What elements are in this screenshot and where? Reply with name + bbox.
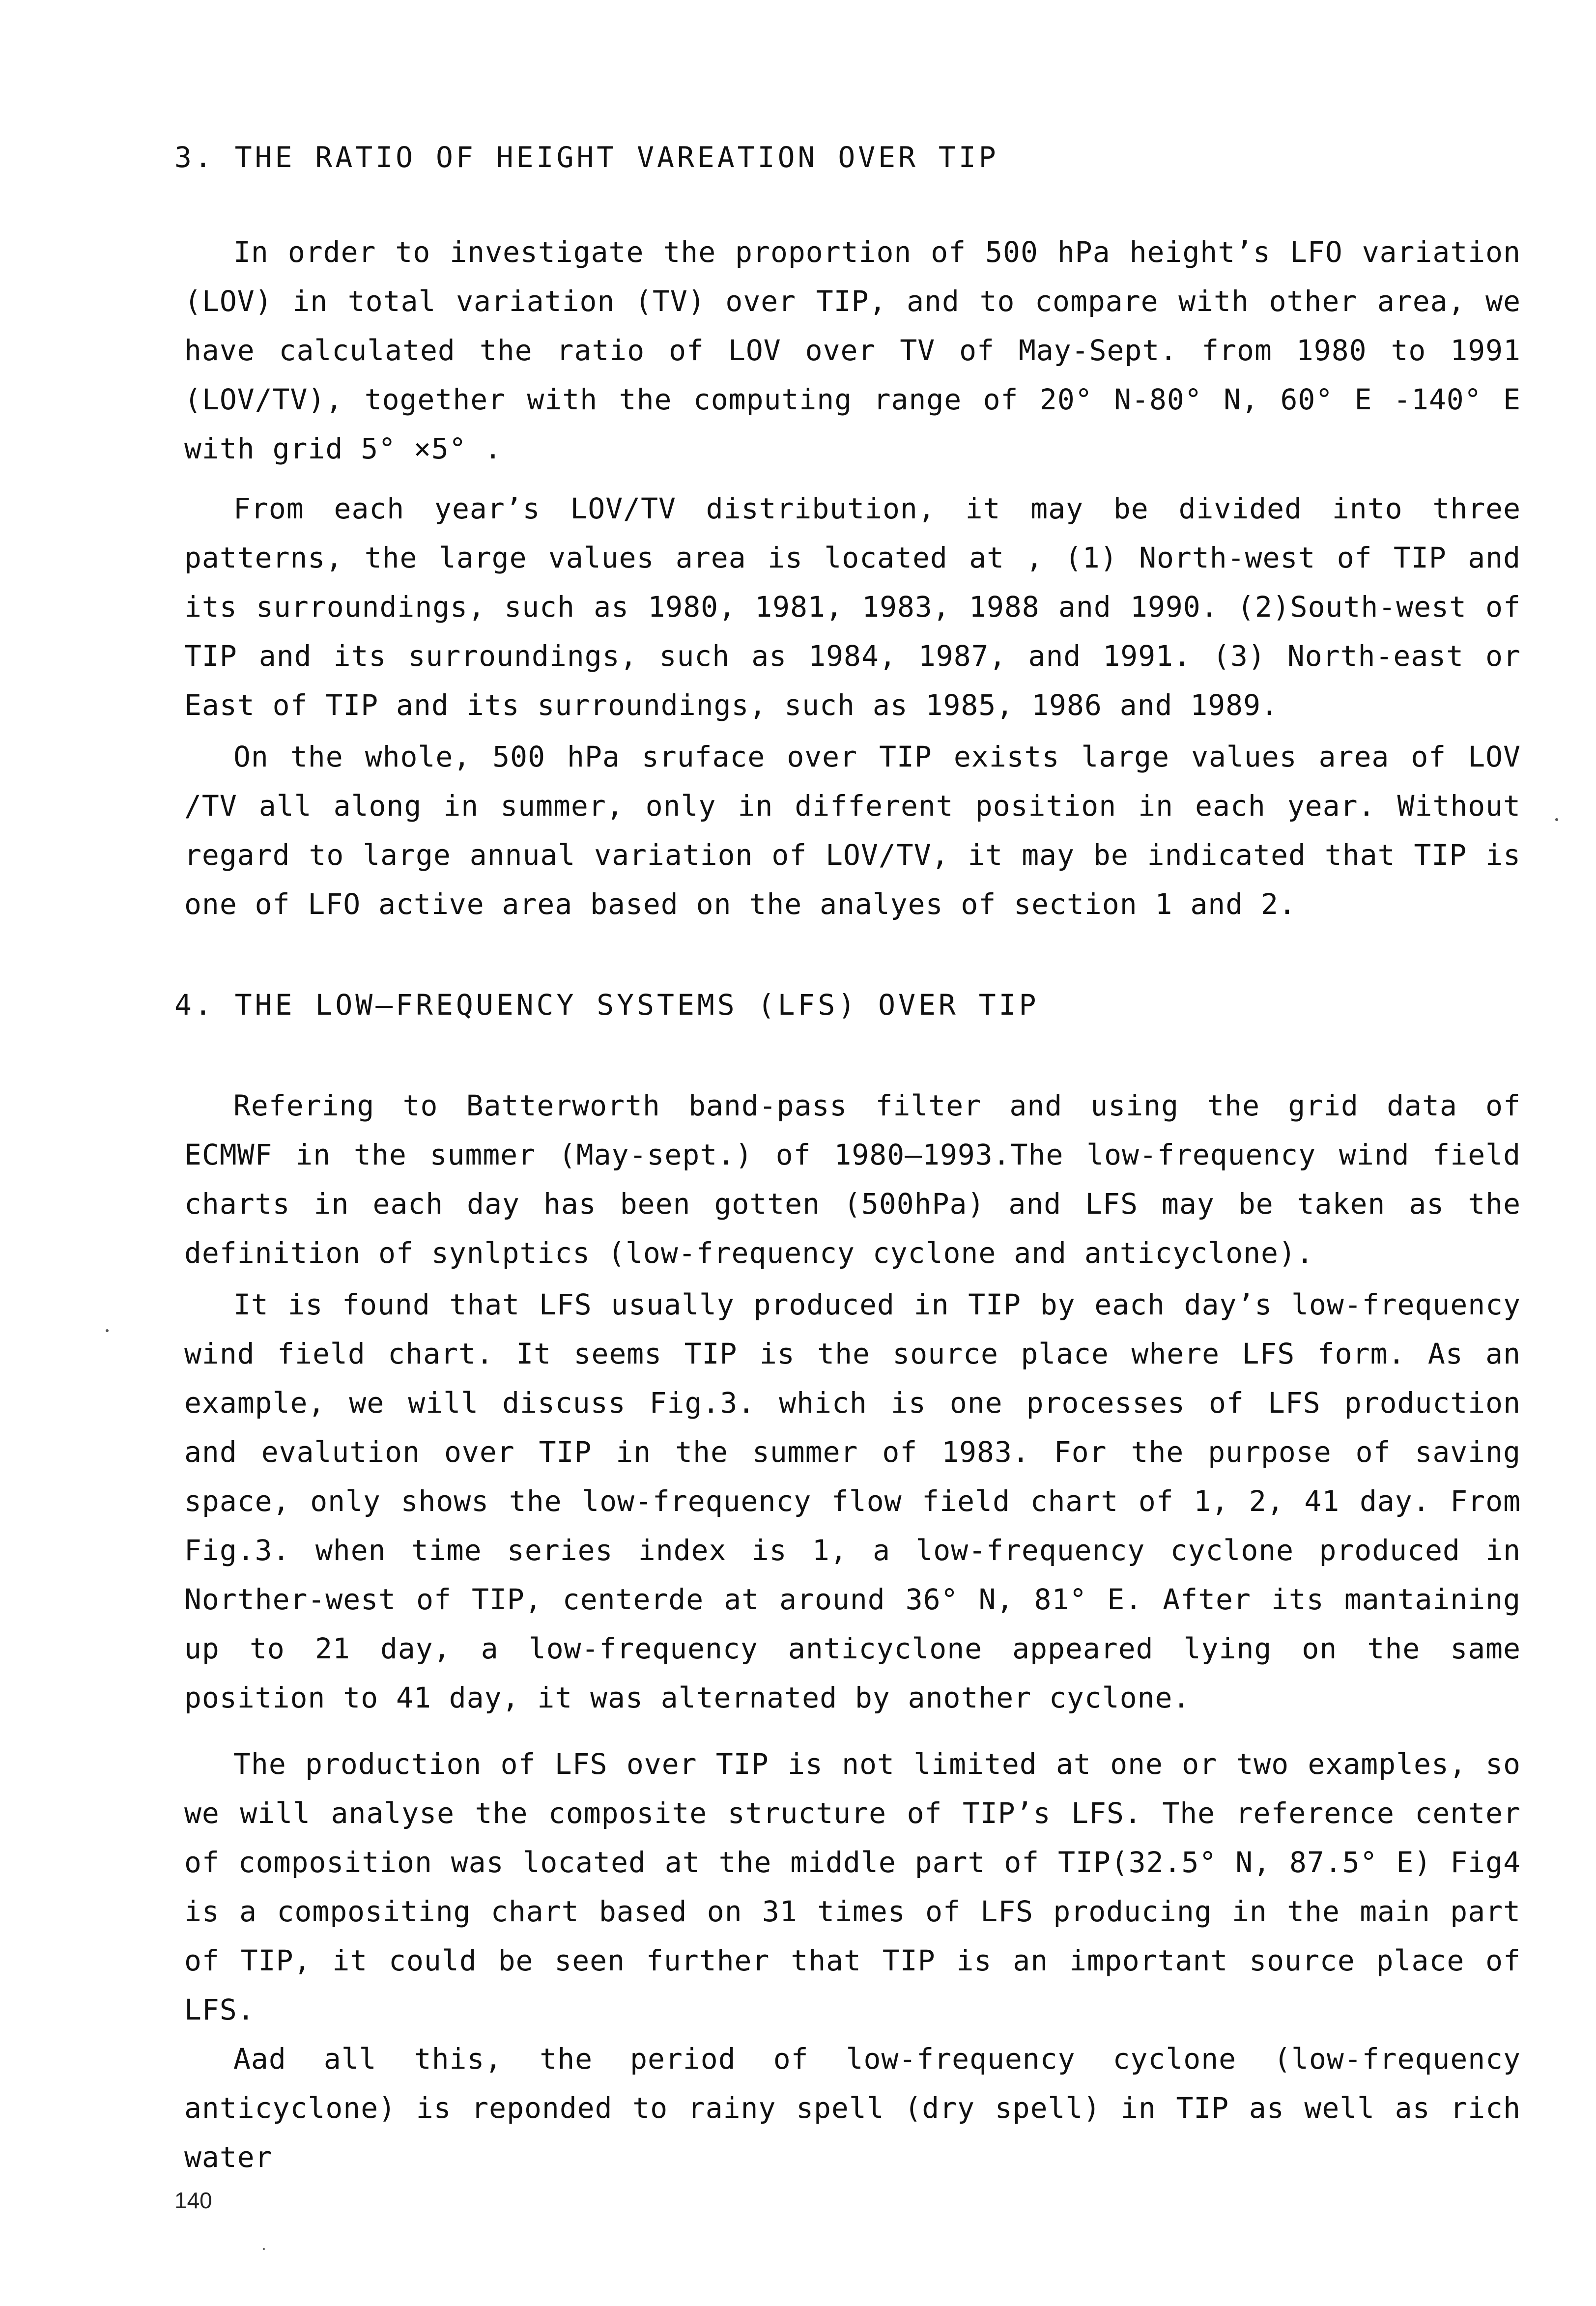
section-3-paragraph-3: On the whole, 500 hPa sruface over TIP exists large values area of LOV /TV all along in summer, only in different position in each year. Without regard to large annual variation of LOV/TV, it may be indicated that TIP is one of LFO active area based on the analyes of section 1 and 2. (184, 740, 1521, 921)
section-4-heading: 4. THE LOW—FREQUENCY SYSTEMS (LFS) OVER TIP (174, 988, 1039, 1022)
scan-speck (106, 1329, 109, 1332)
page-number: 140 (174, 2188, 212, 2213)
section-4-paragraph-3: The production of LFS over TIP is not limited at one or two examples, so we will analyse the composite structure of TIP’s LFS. The reference center of composition was located at the middle part of TIP(32.5° N, 87.5° E) Fig4 is a compositing chart based on 31 times of LFS producing in the main part of TIP, it could be seen further that TIP is an important source place of LFS. (184, 1747, 1521, 2026)
section-4-paragraph-4: Aad all this, the period of low-frequency cyclone (low-frequency anticyclone) is reponded to rainy spell (dry spell) in TIP as well as rich water (184, 2042, 1521, 2174)
section-3-paragraph-1: In order to investigate the proportion of 500 hPa height’s LFO variation (LOV) in total variation (TV) over TIP, and to compare with other area, we have calculated the ratio of LOV over TV of May-Sept. from 1980 to 1991 (LOV/TV), together with the computing range of 20° N-80° N, 60° E -140° E with grid 5° ×5° . (184, 235, 1521, 465)
section-3-heading: 3. THE RATIO OF HEIGHT VAREATION OVER TIP (174, 141, 999, 174)
scan-speck (1555, 818, 1558, 821)
section-4-paragraph-2: It is found that LFS usually produced in TIP by each day’s low-frequency wind field chart. It seems TIP is the source place where LFS form. As an example, we will discuss Fig.3. which is one processes of LFS production and evalution over TIP in the summer of 1983. For the purpose of saving space, only shows the low-frequency flow field chart of 1, 2, 41 day. From Fig.3. when time series index is 1, a low-frequency cyclone produced in Norther-west of TIP, centerde at around 36° N, 81° E. After its mantaining up to 21 day, a low-frequency anticyclone appeared lying on the same position to 41 day, it was alternated by another cyclone. (184, 1288, 1521, 1714)
scan-speck (263, 2248, 265, 2250)
section-4-paragraph-1: Refering to Batterworth band-pass filter and using the grid data of ECMWF in the summer (May-sept.) of 1980—1993.The low-frequency wind field charts in each day has been gotten (500hPa) and LFS may be taken as the definition of synlptics (low-frequency cyclone and anticyclone). (184, 1089, 1521, 1270)
section-3-paragraph-2: From each year’s LOV/TV distribution, it may be divided into three patterns, the large values area is located at , (1) North-west of TIP and its surroundings, such as 1980, 1981, 1983, 1988 and 1990. (2)South-west of TIP and its surroundings, such as 1984, 1987, and 1991. (3) North-east or East of TIP and its surroundings, such as 1985, 1986 and 1989. (184, 492, 1521, 722)
